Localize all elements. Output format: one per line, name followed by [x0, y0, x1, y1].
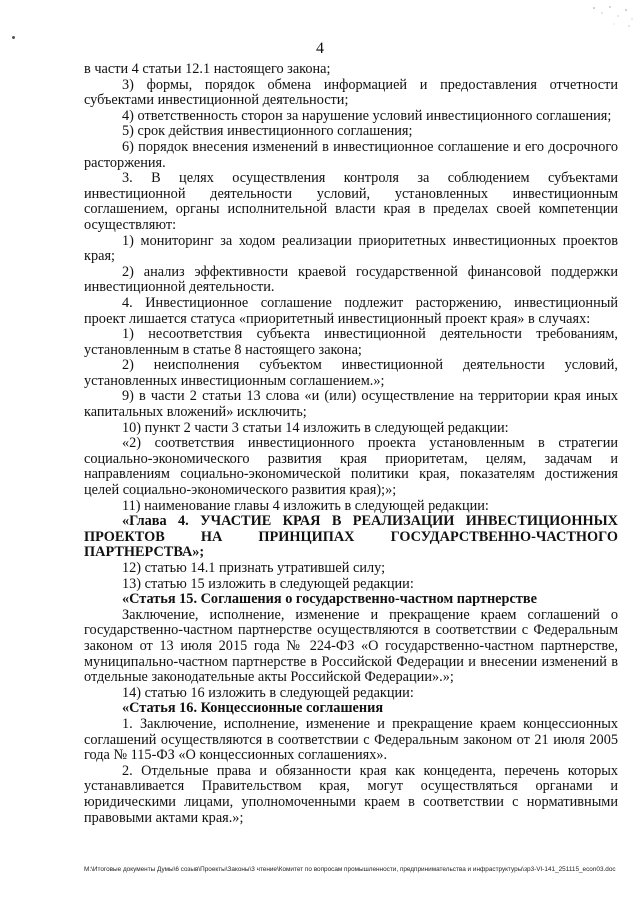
document-body: [84, 62, 618, 826]
file-path-footer: M:\Итоговые документы Думы\6 созыв\Проекты\Законы\3 чтение\Комитет по вопросам промышленности, предпринимательства и инфраструктуры\зр3-VI-141_251115_econ03.doc: [84, 866, 616, 873]
text-paragraph: 11) наименование главы 4 изложить в следующей редакции:: [122, 497, 489, 514]
text-paragraph: 3. В целях осуществления контроля за соблюдением субъектами инвестиционной деятельности условий, установленных инвестиционным соглашением, органы исполнительной власти края в пределах своей компетенции осуществляют:: [84, 170, 618, 233]
text-paragraph: 2. Отдельные права и обязанности края как концедента, перечень которых устанавливается Правительством края, могут осуществляться органами и юридическими лицами, уполномоченными краем в соответствии с нормативными правовыми актами края.»;: [84, 762, 618, 826]
scan-noise: [588, 4, 636, 30]
text-paragraph: 3) формы, порядок обмена информацией и предоставления отчетности субъектами инвестиционной деятельности;: [84, 76, 618, 109]
text-paragraph: 4. Инвестиционное соглашение подлежит расторжению, инвестиционный проект лишается статуса «приоритетный инвестиционный проект края» в случаях:: [84, 294, 618, 327]
heading-paragraph: «Статья 16. Концессионные соглашения: [122, 700, 384, 717]
text-paragraph: Заключение, исполнение, изменение и прекращение краем соглашений о государственно-частном партнерстве осуществляются в соответствии с Федеральным законом от 13 июля 2015 года № 224-ФЗ «О государственно-частном партнерстве, муниципально-частном партнерстве в Российской Федерации и внесении изменений в отдельные законодательные акты Российской Федерации».»;: [84, 606, 618, 686]
text-paragraph: 2) анализ эффективности краевой государственной финансовой поддержки инвестиционной деятельности.: [84, 263, 618, 296]
text-paragraph: 1. Заключение, исполнение, изменение и прекращение краем концессионных соглашений осуществляются в соответствии с Федеральным законом от 21 июля 2005 года № 115-ФЗ «О концессионных соглашениях».: [84, 715, 618, 764]
text-paragraph: 4) ответственность сторон за нарушение условий инвестиционного соглашения;: [122, 107, 612, 124]
text-paragraph: 1) мониторинг за ходом реализации приоритетных инвестиционных проектов края;: [84, 232, 618, 265]
text-paragraph: 13) статью 15 изложить в следующей редакции:: [122, 575, 414, 592]
text-paragraph: 9) в части 2 статьи 13 слова «и (или) осуществление на территории края иных капитальных вложений» исключить;: [84, 388, 618, 421]
text-paragraph: 2) неисполнения субъектом инвестиционной деятельности условий, установленных инвестиционным соглашением.»;: [84, 357, 618, 389]
text-paragraph: в части 4 статьи 12.1 настоящего закона;: [84, 61, 331, 77]
scan-speck: [12, 36, 15, 39]
text-paragraph: «2) соответствия инвестиционного проекта установленным в стратегии социально-экономического развития края приоритетам, целям, задачам и направлениям социально-экономической политики края, показателям достижения целей социально-экономического развития края);»;: [84, 435, 618, 499]
page-number: 4: [316, 40, 324, 57]
text-paragraph: 1) несоответствия субъекта инвестиционной деятельности требованиям, установленным в статье 8 настоящего закона;: [84, 326, 618, 358]
text-paragraph: 14) статью 16 изложить в следующей редакции:: [122, 684, 414, 701]
heading-paragraph: «Статья 15. Соглашения о государственно-частном партнерстве: [122, 591, 537, 608]
text-paragraph: 10) пункт 2 части 3 статьи 14 изложить в следующей редакции:: [122, 419, 509, 436]
text-paragraph: 6) порядок внесения изменений в инвестиционное соглашение и его досрочного расторжения.: [84, 138, 618, 171]
text-paragraph: 12) статью 14.1 признать утратившей силу;: [122, 560, 386, 576]
text-paragraph: 5) срок действия инвестиционного соглашения;: [122, 123, 413, 140]
heading-paragraph: «Глава 4. УЧАСТИЕ КРАЯ В РЕАЛИЗАЦИИ ИНВЕСТИЦИОННЫХ ПРОЕКТОВ НА ПРИНЦИПАХ ГОСУДАРСТВЕННО-ЧАСТНОГО ПАРТНЕРСТВА»;: [84, 513, 618, 561]
